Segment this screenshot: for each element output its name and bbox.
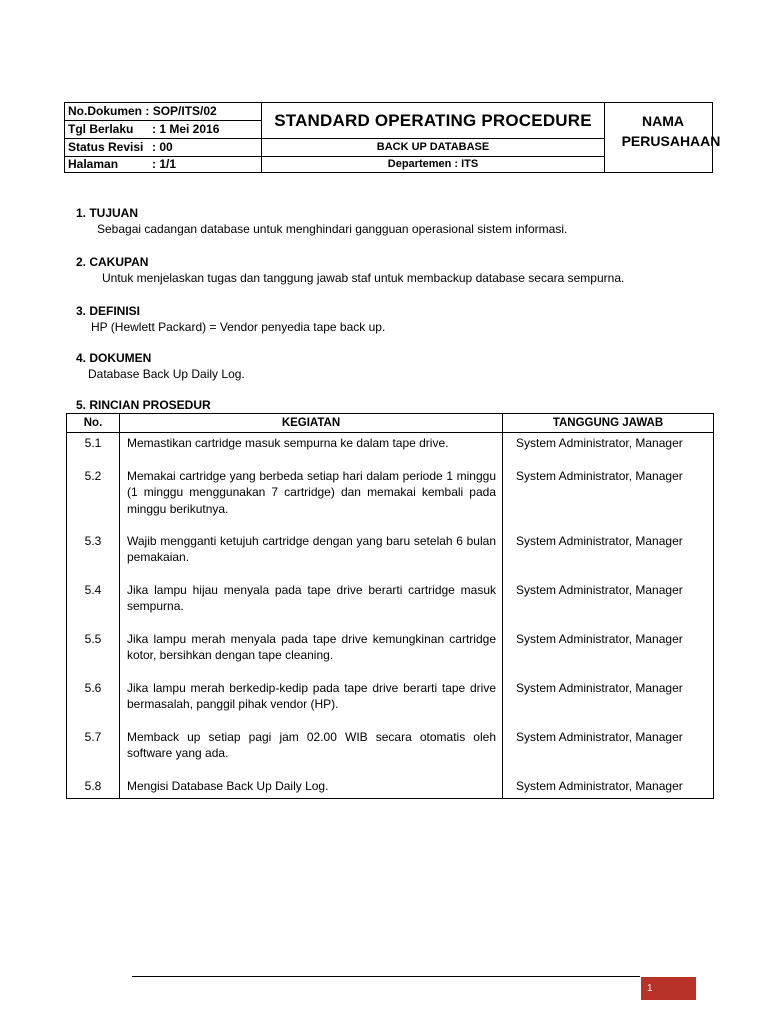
document-subtitle: BACK UP DATABASE bbox=[262, 139, 604, 157]
table-row bbox=[67, 678, 714, 727]
meta-halaman-value: : 1/1 bbox=[152, 157, 177, 171]
table-row bbox=[67, 580, 714, 629]
row-kegiatan: Wajib mengganti ketujuh cartridge dengan yang baru setelah 6 bulan pemakaian. bbox=[120, 531, 503, 580]
company-name bbox=[605, 111, 721, 151]
meta-status-revisi-value: : 00 bbox=[152, 140, 173, 154]
column-header-tanggung-jawab: TANGGUNG JAWAB bbox=[503, 414, 714, 433]
row-tanggung-jawab: System Administrator, Manager bbox=[503, 727, 714, 776]
section-title-rincian-prosedur: 5. RINCIAN PROSEDUR bbox=[76, 398, 211, 412]
row-kegiatan: Jika lampu merah berkedip-kedip pada tape drive berarti tape drive bermasalah, panggil pihak vendor (HP). bbox=[120, 678, 503, 727]
row-kegiatan: Mengisi Database Back Up Daily Log. bbox=[120, 776, 503, 799]
document-meta bbox=[65, 103, 262, 172]
section-title-definisi: 3. DEFINISI bbox=[76, 304, 141, 318]
table-row bbox=[67, 727, 714, 776]
document-title: STANDARD OPERATING PROCEDURE bbox=[262, 103, 604, 139]
document-department: Departemen : ITS bbox=[387, 158, 479, 170]
section-body-definisi: HP (Hewlett Packard) = Vendor penyedia tape back up. bbox=[91, 320, 386, 334]
section-body-dokumen: Database Back Up Daily Log. bbox=[88, 367, 245, 381]
row-no: 5.3 bbox=[67, 531, 120, 580]
row-kegiatan: Memback up setiap pagi jam 02.00 WIB secara otomatis oleh software yang ada. bbox=[120, 727, 503, 776]
row-tanggung-jawab: System Administrator, Manager bbox=[503, 580, 714, 629]
company-name-line1: NAMA bbox=[642, 113, 684, 129]
row-no: 5.4 bbox=[67, 580, 120, 629]
procedure-table bbox=[66, 413, 714, 799]
meta-tgl-berlaku-value: : 1 Mei 2016 bbox=[152, 122, 220, 136]
meta-halaman-label: Halaman bbox=[68, 157, 119, 171]
table-row bbox=[67, 776, 714, 799]
meta-halaman bbox=[65, 157, 261, 173]
meta-no-dokumen-value: : SOP/ITS/02 bbox=[145, 104, 217, 118]
meta-status-revisi bbox=[65, 139, 261, 157]
table-row bbox=[67, 629, 714, 678]
section-body-tujuan: Sebagai cadangan database untuk menghindari gangguan operasional sistem informasi. bbox=[97, 222, 568, 236]
row-kegiatan: Jika lampu hijau menyala pada tape drive berarti cartridge masuk sempurna. bbox=[120, 580, 503, 629]
row-no: 5.2 bbox=[67, 466, 120, 531]
row-no: 5.1 bbox=[67, 433, 120, 466]
column-header-no: No. bbox=[67, 414, 120, 433]
row-tanggung-jawab: System Administrator, Manager bbox=[503, 531, 714, 580]
row-no: 5.6 bbox=[67, 678, 120, 727]
table-row bbox=[67, 433, 714, 466]
meta-status-revisi-label: Status Revisi bbox=[68, 140, 144, 154]
meta-no-dokumen-label: No.Dokumen bbox=[68, 104, 143, 118]
page-number-badge: 1 bbox=[641, 977, 696, 1000]
footer-divider bbox=[132, 976, 640, 977]
row-tanggung-jawab: System Administrator, Manager bbox=[503, 678, 714, 727]
document-header bbox=[64, 102, 721, 173]
row-tanggung-jawab: System Administrator, Manager bbox=[503, 466, 714, 531]
company-name-line2: PERUSAHAAN bbox=[621, 133, 721, 149]
row-kegiatan: Memastikan cartridge masuk sempurna ke dalam tape drive. bbox=[120, 433, 503, 466]
row-no: 5.7 bbox=[67, 727, 120, 776]
section-title-tujuan: 1. TUJUAN bbox=[76, 206, 139, 220]
section-body-cakupan: Untuk menjelaskan tugas dan tanggung jawab staf untuk membackup database secara sempurna. bbox=[102, 271, 625, 285]
company-block bbox=[605, 103, 721, 172]
table-row bbox=[67, 531, 714, 580]
row-tanggung-jawab: System Administrator, Manager bbox=[503, 433, 714, 466]
meta-tgl-berlaku bbox=[65, 121, 261, 139]
procedure-table-header bbox=[67, 414, 714, 433]
document-title-block bbox=[262, 103, 605, 172]
row-kegiatan: Jika lampu merah menyala pada tape drive kemungkinan cartridge kotor, bersihkan dengan tape cleaning. bbox=[120, 629, 503, 678]
row-kegiatan: Memakai cartridge yang berbeda setiap hari dalam periode 1 minggu (1 minggu menggunakan 7 cartridge) dan memakai kembali pada minggu berikutnya. bbox=[120, 466, 503, 531]
row-tanggung-jawab: System Administrator, Manager bbox=[503, 776, 714, 799]
meta-tgl-berlaku-label: Tgl Berlaku bbox=[68, 122, 134, 136]
meta-no-dokumen bbox=[65, 103, 261, 121]
row-no: 5.8 bbox=[67, 776, 120, 799]
row-tanggung-jawab: System Administrator, Manager bbox=[503, 629, 714, 678]
table-row bbox=[67, 466, 714, 531]
section-title-cakupan: 2. CAKUPAN bbox=[76, 255, 149, 269]
section-title-dokumen: 4. DOKUMEN bbox=[76, 351, 152, 365]
row-no: 5.5 bbox=[67, 629, 120, 678]
column-header-kegiatan: KEGIATAN bbox=[120, 414, 503, 433]
